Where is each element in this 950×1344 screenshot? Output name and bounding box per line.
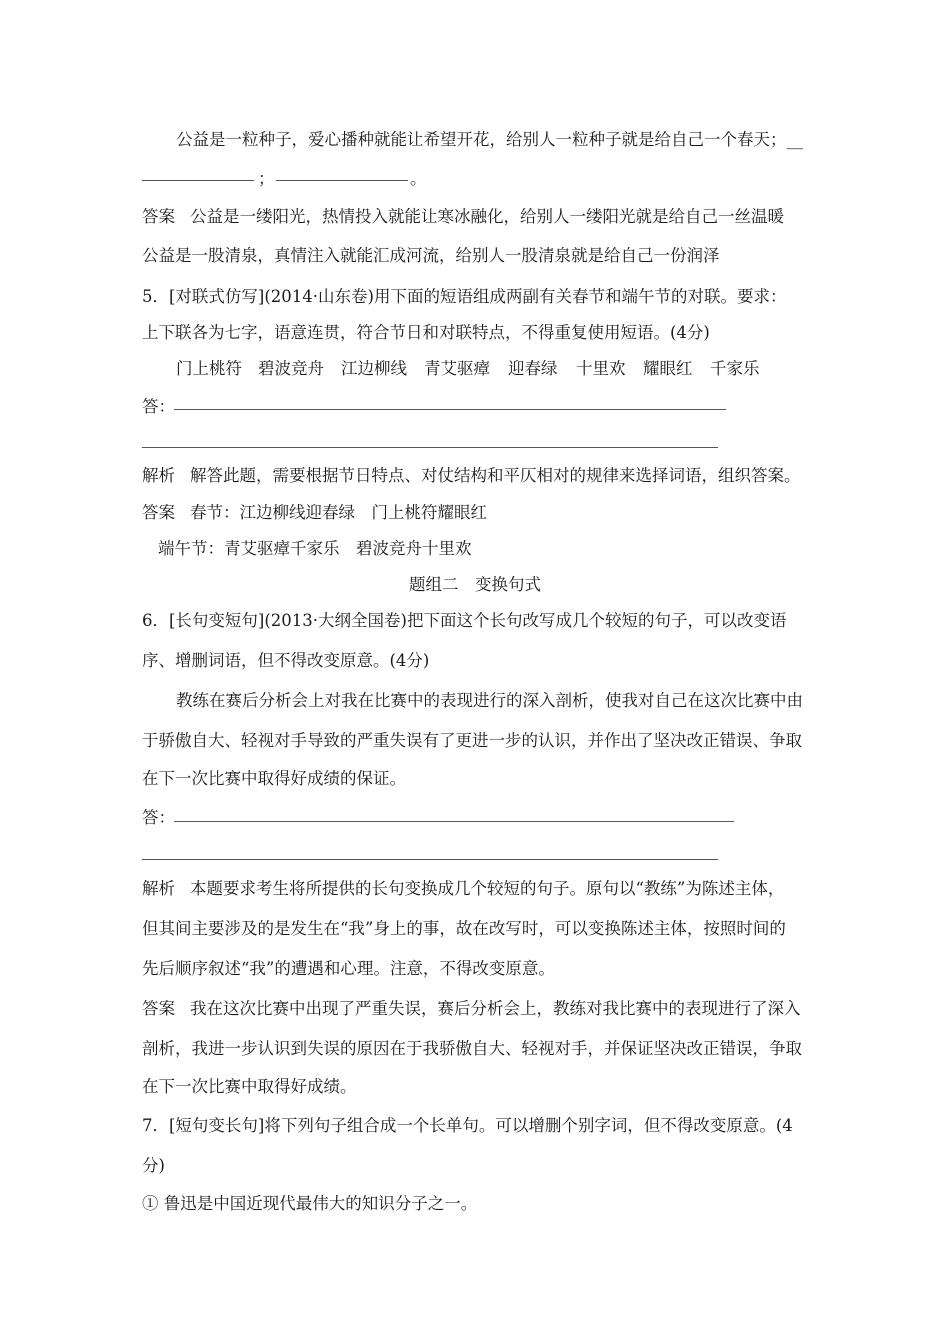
- q4-answer-line1: 公益是一缕阳光，热情投入就能让寒冰融化，给别人一缕阳光就是给自己一丝温暖: [190, 207, 784, 226]
- q5-answer-duanwu: 端午节：青艾驱瘴千家乐 碧波竞舟十里欢: [158, 539, 472, 558]
- section-title: 题组二 变换句式: [409, 575, 541, 594]
- q5-question-line2: 上下联各为七字，语意连贯，符合节日和对联特点，不得重复使用短语。(4分): [142, 323, 710, 342]
- q5-phrase: 十里欢: [576, 359, 626, 378]
- q6-answer-line3: 在下一次比赛中取得好成绩。: [142, 1077, 357, 1096]
- q6-analysis-line3: 先后顺序叙述“我”的遭遇和心理。注意，不得改变原意。: [142, 959, 555, 978]
- q5-phrase: 迎春绿: [508, 359, 558, 378]
- q6-analysis-line1: 本题要求考生将所提供的长句变换成几个较短的句子。原句以“教练”为陈述主体，: [190, 879, 785, 898]
- q5-answer-label: 答案: [142, 503, 175, 522]
- q5-phrase: 青艾驱瘴: [424, 359, 490, 378]
- q6-question-line2: 序、增删词语，但不得改变原意。(4分): [142, 651, 430, 670]
- answer-blank-2[interactable]: [276, 180, 408, 181]
- q5-analysis: 解答此题，需要根据节日特点、对仗结构和平仄相对的规律来选择词语，组织答案。: [190, 466, 801, 485]
- q5-phrase: 耀眼红: [643, 359, 693, 378]
- q6-answer-line-2[interactable]: [142, 859, 718, 860]
- q6-text-line2: 于骄傲自大、轻视对手导致的严重失误有了更进一步的认识，并作出了坚决改正错误、争取: [142, 731, 802, 750]
- q5-answer-line-2[interactable]: [142, 447, 718, 448]
- q5-answer-prompt: 答：: [142, 397, 175, 416]
- q5-answer-line-1[interactable]: [174, 409, 726, 410]
- q4-answer-line2: 公益是一股清泉，真情注入就能汇成河流，给别人一股清泉就是给自己一份润泽: [142, 246, 720, 265]
- q6-answer-line1: 我在这次比赛中出现了严重失误，赛后分析会上，教练对我比赛中的表现进行了深入: [190, 999, 801, 1018]
- answer-blank-1[interactable]: [142, 180, 254, 181]
- q5-phrase: 江边柳线: [341, 359, 407, 378]
- q6-analysis-label: 解析: [142, 879, 175, 898]
- q4-blank-end: 。: [410, 169, 427, 188]
- q5-phrase: 门上桃符: [176, 359, 242, 378]
- q6-answer-line-1[interactable]: [174, 821, 734, 822]
- q7-item-1: ① 鲁迅是中国近现代最伟大的知识分子之一。: [142, 1194, 478, 1213]
- q7-question-line1: 7．[短句变长句]将下列句子组合成一个长单句。可以增删个别字词，但不得改变原意。(4: [142, 1116, 793, 1135]
- q6-question-line1: 6．[长句变短句](2013·大纲全国卷)把下面这个长句改写成几个较短的句子，可以改变语: [142, 611, 787, 630]
- q4-answer-label: 答案: [142, 207, 175, 226]
- q5-question-line1: 5．[对联式仿写](2014·山东卷)用下面的短语组成两副有关春节和端午节的对联。要求：: [142, 287, 787, 306]
- q6-text-line1: 教练在赛后分析会上对我在比赛中的表现进行的深入剖析，使我对自己在这次比赛中由: [176, 691, 803, 710]
- q5-phrase: 千家乐: [710, 359, 760, 378]
- q7-question-line2: 分): [142, 1156, 165, 1175]
- q6-analysis-line2: 但其间主要涉及的是发生在“我”身上的事，故在改写时，可以变换陈述主体，按照时间的: [142, 919, 786, 938]
- q6-text-line3: 在下一次比赛中取得好成绩的保证。: [142, 769, 406, 788]
- q5-answer-spring: 春节：江边柳线迎春绿 门上桃符耀眼红: [190, 503, 487, 522]
- q6-answer-prompt: 答：: [142, 808, 175, 827]
- q5-phrase: 碧波竞舟: [258, 359, 324, 378]
- q5-analysis-label: 解析: [142, 466, 175, 485]
- q4-prompt: 公益是一粒种子，爱心播种就能让希望开花，给别人一粒种子就是给自己一个春天；__: [176, 130, 803, 149]
- q6-answer-label: 答案: [142, 999, 175, 1018]
- q6-answer-line2: 剖析，我进一步认识到失误的原因在于我骄傲自大、轻视对手，并保证坚决改正错误，争取: [142, 1039, 802, 1058]
- q4-blank-separator: ；: [258, 169, 275, 188]
